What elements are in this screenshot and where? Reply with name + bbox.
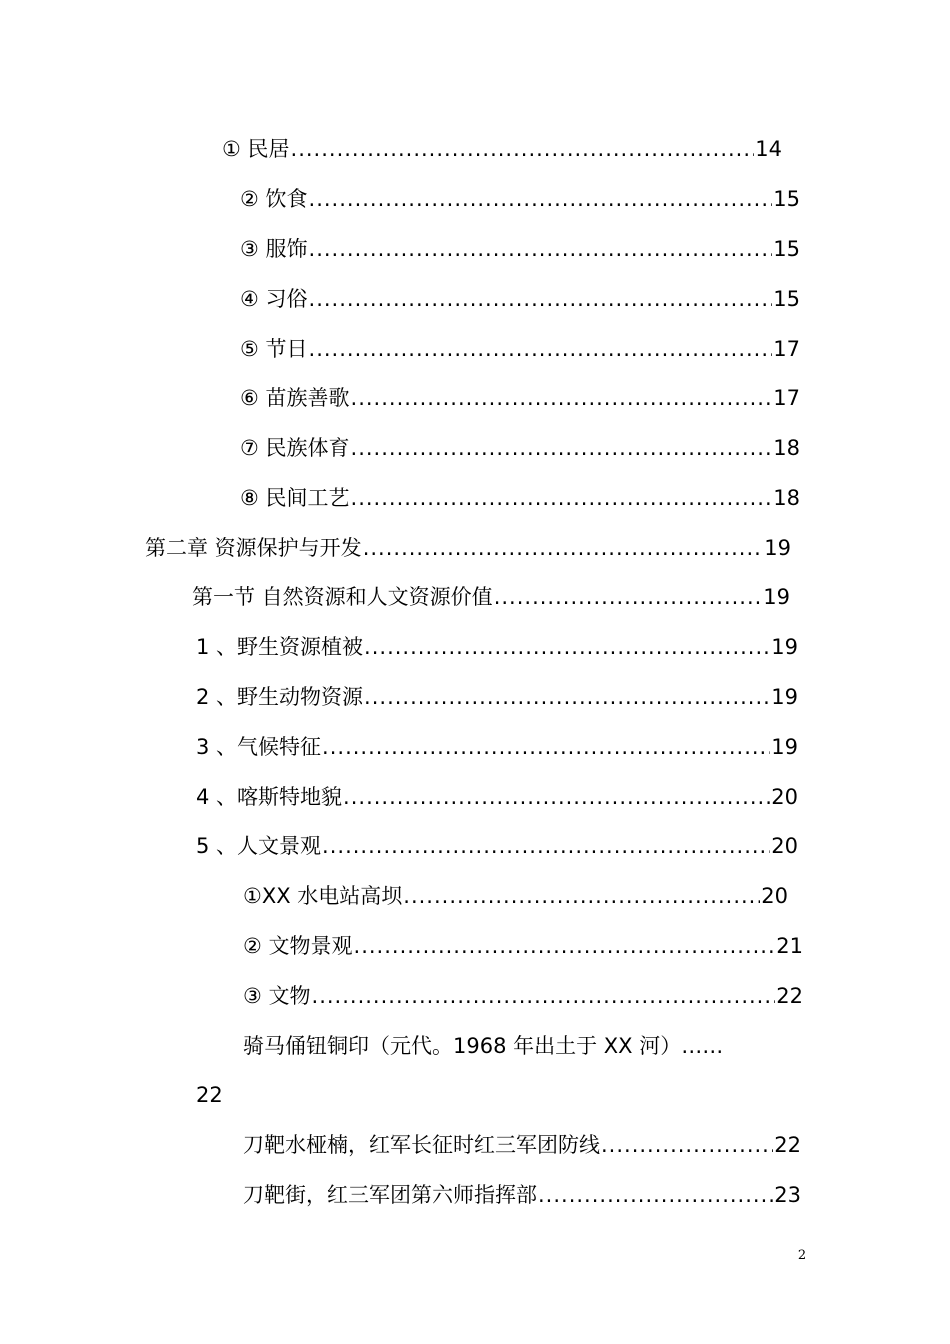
toc-entry[interactable]	[243, 930, 803, 962]
toc-entry-page: 18	[773, 486, 800, 510]
toc-leader-dots	[343, 781, 770, 813]
toc-entry-page: 19	[771, 685, 798, 709]
toc-entry-label: ⑤ 节日	[240, 337, 308, 361]
toc-entry-label: 4 、喀斯特地貌	[196, 785, 343, 809]
toc-leader-dots	[403, 880, 760, 912]
toc-entry[interactable]	[243, 980, 803, 1012]
toc-entry-page: 19	[771, 635, 798, 659]
toc-entry-page: 19	[764, 536, 791, 560]
toc-entry-wrapped-label[interactable]: 骑马俑钮铜印（元代。1968 年出土于 XX 河）……	[243, 1034, 724, 1058]
toc-entry-page: 18	[773, 436, 800, 460]
toc-chapter-entry[interactable]	[145, 532, 791, 564]
toc-leader-dots	[309, 183, 773, 215]
toc-leader-dots	[364, 631, 770, 663]
toc-entry-label: 1 、野生资源植被	[196, 635, 364, 659]
toc-entry-label: ② 饮食	[240, 187, 308, 211]
toc-leader-dots	[354, 930, 776, 962]
toc-entry-label: 5 、人文景观	[196, 834, 322, 858]
toc-entry-label: 刀靶街，红三军团第六师指挥部	[243, 1183, 537, 1207]
toc-leader-dots	[322, 830, 770, 862]
toc-entry-page: 22	[774, 1133, 801, 1157]
toc-entry[interactable]	[243, 880, 788, 912]
toc-entry-label: ② 文物景观	[243, 934, 353, 958]
toc-entry[interactable]	[240, 233, 800, 265]
toc-entry-label: ③ 文物	[243, 984, 311, 1008]
toc-entry-wrapped-page: 22	[196, 1083, 223, 1107]
page-number: 2	[797, 1248, 807, 1263]
toc-entry-page: 14	[755, 137, 782, 161]
toc-leader-dots	[309, 283, 773, 315]
toc-entry[interactable]	[243, 1179, 801, 1211]
toc-entry[interactable]	[196, 731, 798, 763]
toc-entry-label: 第一节 自然资源和人文资源价值	[192, 585, 493, 609]
toc-entry-page: 22	[776, 984, 803, 1008]
toc-leader-dots	[351, 382, 773, 414]
toc-entry-page: 20	[771, 834, 798, 858]
toc-entry-page: 20	[761, 884, 788, 908]
toc-entry-page: 21	[776, 934, 803, 958]
toc-leader-dots	[309, 233, 773, 265]
toc-leader-dots	[363, 532, 764, 564]
toc-entry-label: ③ 服饰	[240, 237, 308, 261]
toc-entry[interactable]	[196, 631, 798, 663]
toc-entry-label: 刀靶水桠楠，红军长征时红三军团防线	[243, 1133, 600, 1157]
toc-entry-page: 17	[773, 337, 800, 361]
toc-entry[interactable]	[240, 183, 800, 215]
toc-leader-dots	[322, 731, 770, 763]
toc-leader-dots	[312, 980, 776, 1012]
toc-entry-label: ①XX 水电站高坝	[243, 884, 403, 908]
toc-entry[interactable]	[196, 781, 798, 813]
toc-entry-label: 3 、气候特征	[196, 735, 322, 759]
toc-entry-page: 20	[771, 785, 798, 809]
toc-entry[interactable]	[240, 432, 800, 464]
toc-entry-page: 19	[771, 735, 798, 759]
toc-entry-label: ⑧ 民间工艺	[240, 486, 350, 510]
toc-entry-label: 2 、野生动物资源	[196, 685, 364, 709]
toc-section-entry[interactable]	[192, 581, 790, 613]
toc-entry-page: 17	[773, 386, 800, 410]
toc-entry-page: 15	[773, 287, 800, 311]
toc-entry-label: ④ 习俗	[240, 287, 308, 311]
toc-leader-dots	[494, 581, 763, 613]
toc-entry[interactable]	[196, 830, 798, 862]
toc-entry[interactable]	[196, 681, 798, 713]
toc-entry-page: 15	[773, 237, 800, 261]
toc-leader-dots	[538, 1179, 773, 1211]
toc-entry-label: 第二章 资源保护与开发	[145, 536, 362, 560]
toc-leader-dots	[309, 333, 773, 365]
toc-entry[interactable]	[243, 1129, 801, 1161]
toc-entry-page: 23	[774, 1183, 801, 1207]
toc-leader-dots	[291, 133, 755, 165]
toc-leader-dots	[351, 432, 773, 464]
toc-leader-dots	[351, 482, 773, 514]
toc-entry[interactable]	[240, 333, 800, 365]
toc-entry[interactable]	[222, 133, 782, 165]
toc-entry-label: ⑥ 苗族善歌	[240, 386, 350, 410]
toc-entry[interactable]	[240, 283, 800, 315]
toc-leader-dots	[364, 681, 770, 713]
toc-entry-page: 15	[773, 187, 800, 211]
toc-entry-page: 19	[763, 585, 790, 609]
toc-entry[interactable]	[240, 382, 800, 414]
toc-entry[interactable]	[240, 482, 800, 514]
toc-entry-label: ⑦ 民族体育	[240, 436, 350, 460]
toc-leader-dots	[601, 1129, 773, 1161]
toc-entry-label: ① 民居	[222, 137, 290, 161]
